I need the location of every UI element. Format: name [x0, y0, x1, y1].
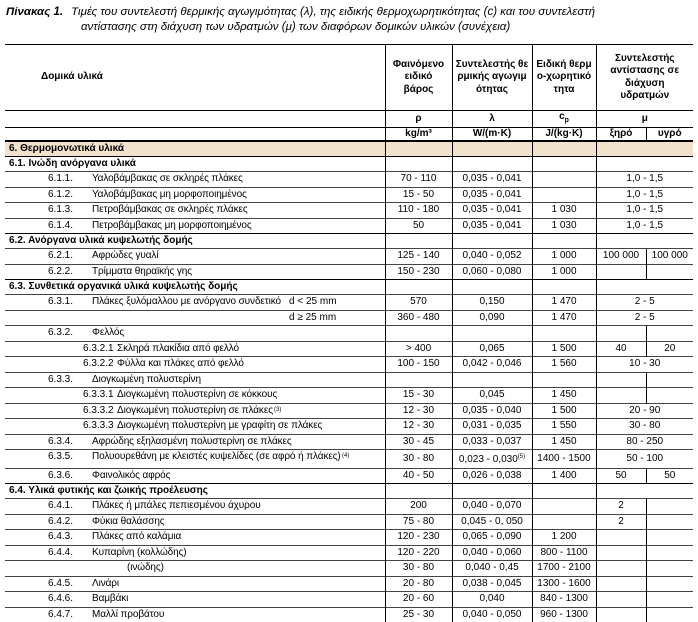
mu-dry-cell	[596, 545, 646, 561]
cp-cell: 1400 - 1500	[532, 450, 596, 469]
mu-wet-cell	[646, 372, 693, 388]
table-row	[5, 310, 693, 326]
row-name: Διογκωμένη πολυστερίνη	[92, 373, 201, 388]
footnote-ref: (3)	[274, 403, 281, 417]
material-name-cell	[5, 450, 385, 469]
mu-dry-cell: 2	[596, 514, 646, 530]
material-name-cell	[5, 218, 385, 234]
unit-mu-dry: ξηρό	[596, 128, 646, 142]
table-body	[5, 141, 693, 622]
row-code: 6.4.1.	[48, 499, 73, 514]
row-name: Φαινολικός αφρός	[92, 469, 170, 484]
cp-cell: 1 000	[532, 264, 596, 280]
lambda-cell	[452, 326, 532, 342]
thickness-qualifier: d < 25 mm	[289, 295, 337, 310]
material-name-cell	[5, 434, 385, 450]
density-cell: 360 - 480	[385, 310, 452, 326]
material-name-cell	[5, 576, 385, 592]
row-code: 6.4.3.	[48, 530, 73, 545]
row-code: 6.4.2.	[48, 515, 73, 530]
material-name-cell	[5, 388, 385, 404]
cp-cell	[532, 372, 596, 388]
mu-dry-cell: 1,0 - 1,5	[596, 218, 693, 234]
lambda-cell: 0,065	[452, 341, 532, 357]
material-name-cell	[5, 468, 385, 484]
section-title: 6. Θερμομονωτικά υλικά	[5, 141, 385, 157]
lambda-cell: 0,045	[452, 388, 532, 404]
table-row	[5, 295, 693, 311]
mu-dry-cell: 30 - 80	[596, 419, 693, 435]
row-name: Πολυουρεθάνη με κλειστές κυψελίδες (σε αφρό ή πλάκες)	[92, 450, 341, 465]
row-name: Κυπαρίνη (κολλώδης)	[92, 546, 187, 561]
table-row	[5, 341, 693, 357]
row-name: Αφρώδης εξηλασμένη πολυστερίνη σε πλάκες	[92, 435, 292, 450]
subsection-row	[5, 234, 693, 249]
row-code: 6.4.7.	[48, 608, 73, 622]
cp-cell: 1 550	[532, 419, 596, 435]
lambda-cell: 0,040 - 0,060	[452, 545, 532, 561]
table-row	[5, 372, 693, 388]
row-name: Διογκωμένη πολυστερίνη σε πλάκες	[117, 404, 273, 419]
mu-dry-cell: 40	[596, 341, 646, 357]
row-code: 6.2.2.	[48, 265, 73, 280]
row-code: 6.1.2.	[48, 188, 73, 203]
cp-cell: 1 500	[532, 403, 596, 419]
symbol-rho: ρ	[385, 111, 452, 128]
mu-dry-cell	[596, 388, 646, 404]
cp-cell: 1 560	[532, 357, 596, 373]
density-cell: 125 - 140	[385, 249, 452, 265]
row-name: Φύλλα και πλάκες από φελλό	[117, 357, 244, 372]
table-row	[5, 607, 693, 622]
header-cp: Ειδική θερμο-χωρητικότητα	[532, 45, 596, 111]
mu-dry-cell	[596, 530, 646, 546]
cp-cell: 1 200	[532, 530, 596, 546]
material-name-cell	[5, 592, 385, 608]
cp-cell: 1 500	[532, 341, 596, 357]
table-row	[5, 434, 693, 450]
density-cell: > 400	[385, 341, 452, 357]
material-name-cell	[5, 530, 385, 546]
lambda-cell: 0,026 - 0,038	[452, 468, 532, 484]
table-row	[5, 514, 693, 530]
table-row	[5, 326, 693, 342]
cp-cell	[532, 187, 596, 203]
cp-cell	[532, 172, 596, 188]
symbol-lambda: λ	[452, 111, 532, 128]
table-row	[5, 203, 693, 219]
row-name: Διογκωμένη πολυστερίνη σε κόκκους	[117, 388, 277, 403]
row-name: Διογκωμένη πολυστερίνη με γραφίτη σε πλάκες	[117, 419, 322, 434]
cp-cell: 1 030	[532, 203, 596, 219]
lambda-cell: 0,038 - 0,045	[452, 576, 532, 592]
lambda-cell: 0,090	[452, 310, 532, 326]
table-row	[5, 450, 693, 469]
unit-lambda: W/(m·K)	[452, 128, 532, 142]
mu-dry-cell: 2 - 5	[596, 295, 693, 311]
density-cell: 30 - 80	[385, 450, 452, 469]
mu-wet-cell	[646, 607, 693, 622]
material-name-cell	[5, 607, 385, 622]
table-row	[5, 388, 693, 404]
row-name: Φελλός	[92, 326, 124, 341]
mu-wet-cell: 100 000	[646, 249, 693, 265]
row-code: 6.4.4.	[48, 546, 73, 561]
table-row	[5, 187, 693, 203]
header-material: Δομικά υλικά	[5, 45, 385, 111]
row-name: Υαλοβάμβακας μη μορφοποιημένος	[92, 188, 247, 203]
row-name: Μαλλί προβάτου	[92, 608, 164, 622]
density-cell: 570	[385, 295, 452, 311]
row-code: 6.4.6.	[48, 592, 73, 607]
table-row	[5, 218, 693, 234]
mu-wet-cell	[646, 530, 693, 546]
material-name-cell	[5, 403, 385, 419]
unit-mu-wet: υγρό	[646, 128, 693, 142]
mu-wet-cell: 20	[646, 341, 693, 357]
mu-dry-cell: 2	[596, 499, 646, 515]
row-name: Πετροβάμβακας μη μορφοποιημένος	[92, 219, 252, 234]
row-code: 6.3.4.	[48, 435, 73, 450]
density-cell: 200	[385, 499, 452, 515]
material-name-cell	[5, 172, 385, 188]
row-name: Σκληρά πλακίδια από φελλό	[117, 342, 239, 357]
cp-cell: 1 400	[532, 468, 596, 484]
table-row	[5, 403, 693, 419]
row-code: 6.1.4.	[48, 219, 73, 234]
lambda-cell: 0,040	[452, 592, 532, 608]
cp-cell	[532, 499, 596, 515]
cp-cell: 1700 - 2100	[532, 561, 596, 577]
cp-cell: 1 470	[532, 295, 596, 311]
mu-wet-cell	[646, 264, 693, 280]
mu-dry-cell: 1,0 - 1,5	[596, 187, 693, 203]
density-cell: 25 - 30	[385, 607, 452, 622]
mu-wet-cell	[646, 514, 693, 530]
density-cell: 120 - 230	[385, 530, 452, 546]
row-code: 6.3.3.1	[83, 388, 114, 403]
lambda-cell: 0,035 - 0,041	[452, 203, 532, 219]
density-cell: 150 - 230	[385, 264, 452, 280]
table-caption	[6, 5, 692, 35]
mu-dry-cell	[596, 264, 646, 280]
cp-cell: 1300 - 1600	[532, 576, 596, 592]
material-name-cell	[5, 295, 385, 311]
footnote-ref: (4)	[342, 450, 349, 464]
table-row	[5, 172, 693, 188]
density-cell: 12 - 30	[385, 419, 452, 435]
material-name-cell	[5, 249, 385, 265]
density-cell: 70 - 110	[385, 172, 452, 188]
density-cell: 75 - 80	[385, 514, 452, 530]
material-name-cell	[5, 357, 385, 373]
density-cell: 20 - 60	[385, 592, 452, 608]
header-lambda: Συντελεστής θερμικής αγωγιμότητας	[452, 45, 532, 111]
mu-dry-cell: 80 - 250	[596, 434, 693, 450]
subsection-title: 6.2. Ανόργανα υλικά κυψελωτής δομής	[5, 234, 385, 249]
material-name-cell	[5, 419, 385, 435]
mu-wet-cell: 50	[646, 468, 693, 484]
cp-cell: 1 000	[532, 249, 596, 265]
caption-text-line2: αντίστασης στη διάχυση των υδρατμών (μ) των διαφόρων δομικών υλικών (συνέχεια)	[6, 20, 692, 35]
row-name: Βαμβάκι	[92, 592, 128, 607]
lambda-cell: 0,033 - 0,037	[452, 434, 532, 450]
material-name-cell	[5, 326, 385, 342]
table-row	[5, 499, 693, 515]
mu-wet-cell	[646, 561, 693, 577]
row-code: 6.3.2.	[48, 326, 73, 341]
cp-cell: 800 - 1100	[532, 545, 596, 561]
unit-rho: kg/m³	[385, 128, 452, 142]
density-cell: 30 - 80	[385, 561, 452, 577]
lambda-cell: 0,035 - 0,041	[452, 172, 532, 188]
row-code: 6.3.2.2	[83, 357, 114, 372]
density-cell: 110 - 180	[385, 203, 452, 219]
subsection-row	[5, 280, 693, 295]
row-code: 6.3.2.1	[83, 342, 114, 357]
caption-text-line1: Τιμές του συντελεστή θερμικής αγωγιμότητας (λ), της ειδικής θερμοχωρητικότητας (c) και του συντελεστή	[71, 6, 595, 18]
subsection-title: 6.3. Συνθετικά οργανικά υλικά κυψελωτής δομής	[5, 280, 385, 295]
density-cell: 30 - 45	[385, 434, 452, 450]
row-code: 6.4.5.	[48, 577, 73, 592]
density-cell: 15 - 30	[385, 388, 452, 404]
lambda-cell: 0,031 - 0,035	[452, 419, 532, 435]
subsection-row	[5, 484, 693, 499]
lambda-cell: 0,065 - 0,090	[452, 530, 532, 546]
table-row	[5, 545, 693, 561]
row-code: 6.3.1.	[48, 295, 73, 310]
density-cell: 12 - 30	[385, 403, 452, 419]
mu-dry-cell: 100 000	[596, 249, 646, 265]
mu-dry-cell: 50 - 100	[596, 450, 693, 469]
row-code: 6.1.1.	[48, 172, 73, 187]
table-row	[5, 561, 693, 577]
lambda-cell: 0,045 - 0, 050	[452, 514, 532, 530]
row-name: Υαλοβάμβακας σε σκληρές πλάκες	[92, 172, 243, 187]
mu-dry-cell	[596, 561, 646, 577]
row-name: (ινώδης)	[127, 561, 164, 576]
lambda-cell	[452, 372, 532, 388]
lambda-cell: 0,035 - 0,041	[452, 218, 532, 234]
lambda-cell: 0,150	[452, 295, 532, 311]
table-row	[5, 530, 693, 546]
row-code: 6.2.1.	[48, 249, 73, 264]
footnote-ref: (5)	[518, 454, 525, 460]
density-cell	[385, 326, 452, 342]
cp-cell: 1 450	[532, 388, 596, 404]
row-code: 6.3.5.	[48, 450, 73, 465]
row-name: Φύκια θαλάσσης	[92, 515, 165, 530]
row-name: Αφρώδες γυαλί	[92, 249, 158, 264]
density-cell: 15 - 50	[385, 187, 452, 203]
mu-dry-cell	[596, 372, 646, 388]
material-name-cell	[5, 514, 385, 530]
symbol-mu: μ	[596, 111, 693, 128]
materials-table	[5, 44, 693, 622]
density-cell: 100 - 150	[385, 357, 452, 373]
mu-dry-cell: 1,0 - 1,5	[596, 172, 693, 188]
row-name: Πετροβάμβακας σε σκληρές πλάκες	[92, 203, 248, 218]
table-row	[5, 576, 693, 592]
density-cell	[385, 372, 452, 388]
symbol-c: $c_p$	[532, 111, 596, 128]
section-row	[5, 141, 693, 157]
subsection-title: 6.4. Υλικά φυτικής και ζωικής προέλευσης	[5, 484, 385, 499]
lambda-cell: 0,042 - 0,046	[452, 357, 532, 373]
material-name-cell	[5, 310, 385, 326]
mu-dry-cell: 1,0 - 1,5	[596, 203, 693, 219]
mu-wet-cell	[646, 326, 693, 342]
row-code: 6.3.3.3	[83, 419, 114, 434]
density-cell: 120 - 220	[385, 545, 452, 561]
caption-label: Πίνακας 1.	[6, 6, 63, 18]
lambda-cell: 0,040 - 0,45	[452, 561, 532, 577]
row-code: 6.3.3.2	[83, 404, 114, 419]
material-name-cell	[5, 372, 385, 388]
thickness-qualifier: d ≥ 25 mm	[289, 311, 336, 326]
density-cell: 20 - 80	[385, 576, 452, 592]
density-cell: 40 - 50	[385, 468, 452, 484]
row-name: Τρίμματα θηραϊκής γης	[92, 265, 192, 280]
mu-dry-cell: 2 - 5	[596, 310, 693, 326]
cp-cell	[532, 514, 596, 530]
table-row	[5, 249, 693, 265]
material-name-cell	[5, 264, 385, 280]
lambda-cell: 0,040 - 0,070	[452, 499, 532, 515]
material-name-cell	[5, 187, 385, 203]
table-row	[5, 468, 693, 484]
mu-wet-cell	[646, 545, 693, 561]
unit-c: J/(kg·K)	[532, 128, 596, 142]
table-row	[5, 357, 693, 373]
material-name-cell	[5, 341, 385, 357]
mu-dry-cell	[596, 592, 646, 608]
row-name: Πλάκες από καλάμια	[92, 530, 181, 545]
header-density: Φαινόμενο ειδικό βάρος	[385, 45, 452, 111]
cp-cell: 1 470	[532, 310, 596, 326]
lambda-cell: 0,023 - 0,030$^{(5)}$	[452, 450, 532, 469]
cp-cell: 840 - 1300	[532, 592, 596, 608]
mu-dry-cell	[596, 326, 646, 342]
material-name-cell	[5, 545, 385, 561]
mu-dry-cell: 50	[596, 468, 646, 484]
cp-cell: 960 - 1300	[532, 607, 596, 622]
cp-cell: 1 450	[532, 434, 596, 450]
mu-dry-cell	[596, 576, 646, 592]
mu-wet-cell	[646, 499, 693, 515]
mu-dry-cell: 10 - 30	[596, 357, 693, 373]
row-name: Πλάκες ξυλόμαλλου με ανόργανο συνδετικό	[92, 295, 281, 310]
row-code: 6.3.3.	[48, 373, 73, 388]
material-name-cell	[5, 499, 385, 515]
cp-cell	[532, 326, 596, 342]
subsection-row	[5, 157, 693, 172]
lambda-cell: 0,035 - 0,041	[452, 187, 532, 203]
mu-wet-cell	[646, 592, 693, 608]
material-name-cell	[5, 203, 385, 219]
row-code: 6.3.6.	[48, 469, 73, 484]
row-name: Πλάκες ή μπάλες πεπιεσμένου άχυρου	[92, 499, 261, 514]
lambda-cell: 0,040 - 0,050	[452, 607, 532, 622]
table-row	[5, 592, 693, 608]
lambda-cell: 0,040 - 0,052	[452, 249, 532, 265]
density-cell: 50	[385, 218, 452, 234]
table-row	[5, 264, 693, 280]
lambda-cell: 0,060 - 0,080	[452, 264, 532, 280]
cp-cell: 1 030	[532, 218, 596, 234]
mu-wet-cell	[646, 576, 693, 592]
lambda-cell: 0,035 - 0,040	[452, 403, 532, 419]
table-row	[5, 419, 693, 435]
mu-dry-cell	[596, 607, 646, 622]
mu-dry-cell: 20 - 90	[596, 403, 693, 419]
subsection-title: 6.1. Ινώδη ανόργανα υλικά	[5, 157, 385, 172]
header-mu: Συντελεστής αντίστασης σε διάχυση υδρατμών	[596, 45, 693, 111]
row-name: Λινάρι	[92, 577, 119, 592]
material-name-cell	[5, 561, 385, 577]
row-code: 6.1.3.	[48, 203, 73, 218]
mu-wet-cell	[646, 388, 693, 404]
